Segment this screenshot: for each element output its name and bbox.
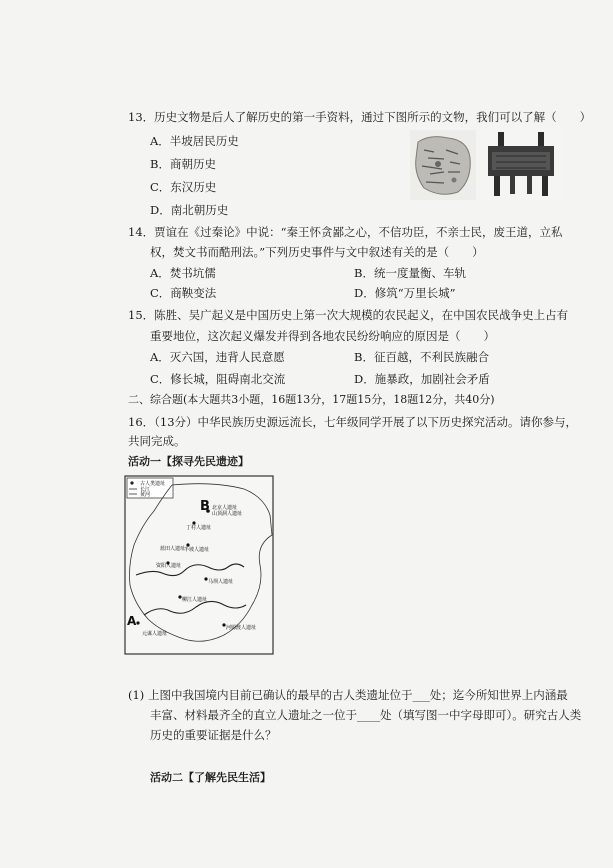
map-label-b: B [200, 499, 210, 514]
q16-line2: 共同完成。 [128, 434, 186, 448]
map-label-a: A [127, 614, 137, 628]
q14-line1: 14．贾谊在《过秦论》中说：“秦王怀贪鄙之心，不信功臣，不亲士民，废王道，立私 [128, 225, 563, 239]
bronze-ding-image [480, 128, 562, 200]
map-site-hemudu: 河姆渡人遗址 [226, 625, 257, 631]
inscription-rubbing-image [410, 130, 476, 200]
map-site-maba: 马坝人遗址 [208, 579, 234, 585]
q16-line1: 16．（13分）中华民族历史源远流长，七年级同学开展了以下历史探究活动。请你参与， [128, 415, 578, 429]
section2-heading: 二、综合题(本大题共3小题，16题13分，17题15分，18题12分，共40分) [128, 393, 495, 406]
activity1-title: 活动一【探寻先民遗迹】 [128, 455, 249, 468]
map-site-shandingdong: 山顶洞人遗址 [212, 511, 243, 517]
ancient-sites-map [124, 475, 274, 655]
q14-option-a: A．焚书坑儒 [150, 266, 216, 280]
q15-option-b: B．征百越，不利民族融合 [354, 350, 489, 364]
legend-yellow-river: 黄河 [140, 492, 151, 498]
legend-yangtze: 长江 [140, 487, 151, 493]
q13-stem: 13．历史文物是后人了解历史的第一手资料，通过下图所示的文物，我们可以了解（ ） [128, 110, 592, 124]
q16-sub1-line3: 历史的重要证据是什么？ [150, 728, 277, 742]
q16-sub1-line1: (1) 上图中我国境内目前已确认的最早的古人类遗址位于___处；迄今所知世界上内涵最 [128, 688, 568, 702]
q15-line1: 15．陈胜、吴广起义是中国历史上第一次大规模的农民起义，在中国农民战争史上占有 [128, 308, 569, 322]
q13-option-c: C．东汉历史 [150, 180, 217, 194]
q14-line2: 权，焚文书而酷刑法。”下列历史事件与文中叙述有关的是（ ） [150, 245, 484, 259]
q14-option-b: B．统一度量衡、车轨 [354, 266, 466, 280]
map-site-banpo: 半坡人遗址 [184, 547, 210, 553]
q13-option-a: A．半坡居民历史 [150, 134, 239, 148]
legend-site: 古人类遗址 [140, 481, 166, 487]
map-site-ziyang: 资阳人遗址 [156, 563, 182, 569]
q14-option-c: C．商鞅变法 [150, 286, 217, 300]
map-site-yuanmou: 元谋人遗址 [142, 631, 168, 637]
q13-option-b: B．商朝历史 [150, 157, 216, 171]
q13-option-d: D．南北朝历史 [150, 203, 229, 217]
q15-option-d: D．施暴政，加剧社会矛盾 [354, 372, 490, 386]
activity2-title: 活动二【了解先民生活】 [150, 771, 271, 784]
q15-option-a: A．灭六国，违背人民意愿 [150, 350, 285, 364]
map-site-beijing: 北京人遗址 [212, 505, 238, 511]
q15-line2: 重要地位，这次起义爆发并得到各地农民纷纷响应的原因是（ ） [150, 329, 495, 343]
map-site-lantian: 蓝田人遗址 [160, 546, 186, 552]
map-site-liujiang: 柳江人遗址 [182, 597, 208, 603]
map-site-dingcun: 丁村人遗址 [186, 525, 212, 531]
q15-option-c: C．修长城，阻碍南北交流 [150, 372, 286, 386]
q14-option-d: D．修筑“万里长城” [354, 286, 456, 300]
q16-sub1-line2: 丰富、材料最齐全的直立人遗址之一位于____处（填写图一中字母即可）。研究古人类 [150, 708, 582, 722]
